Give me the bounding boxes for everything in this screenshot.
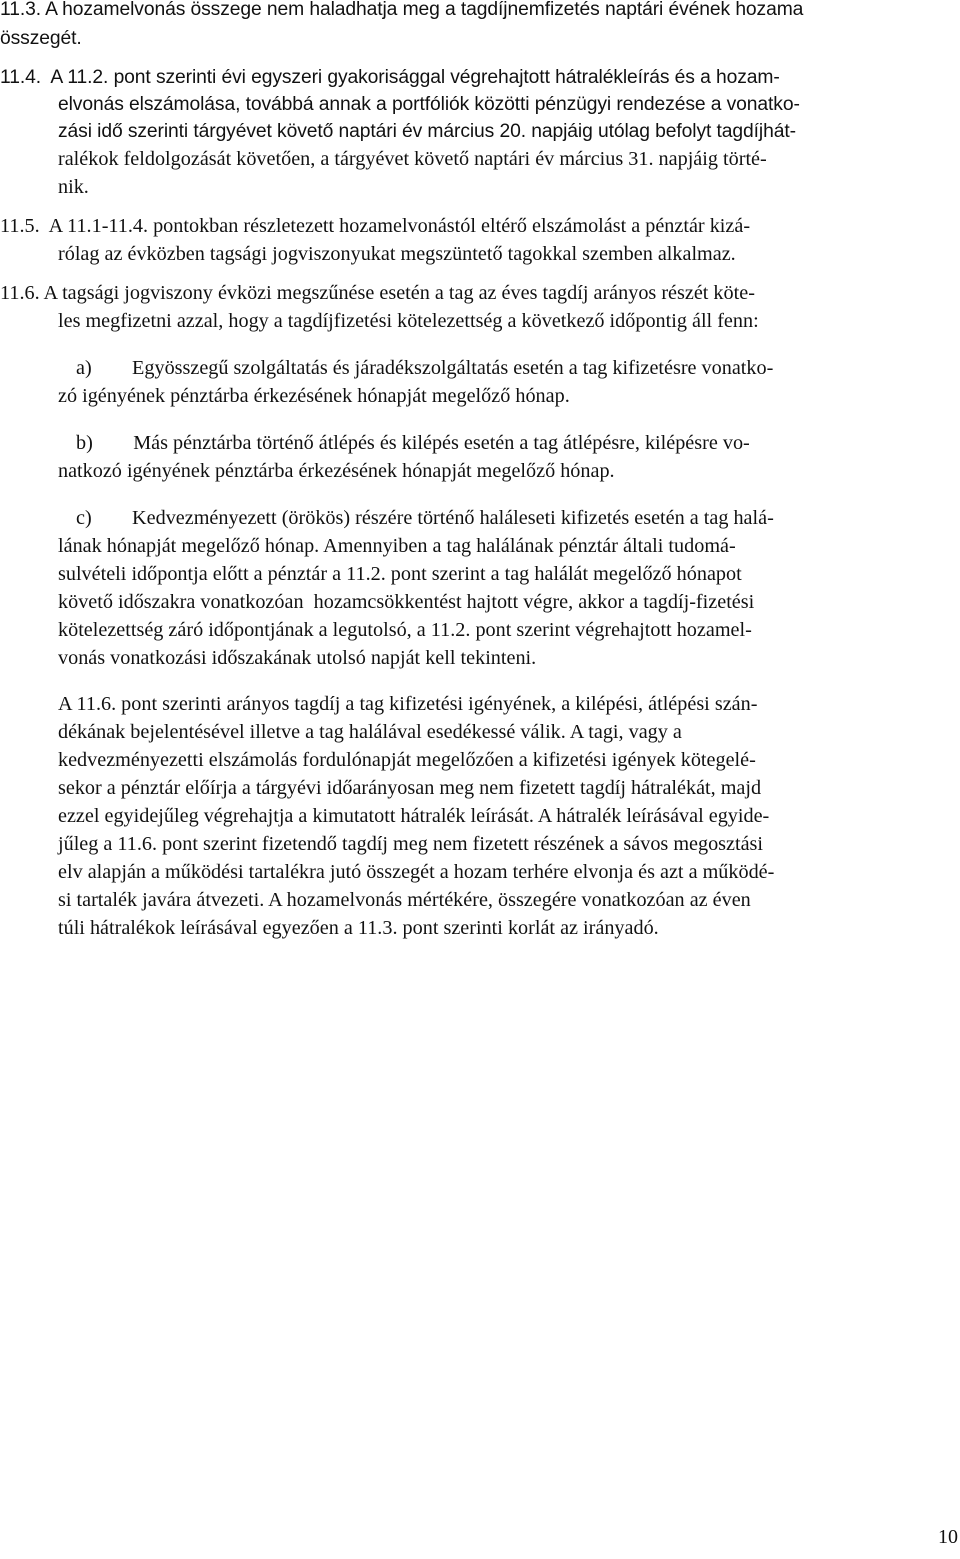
closing-line-3: kedvezményezetti elszámolás fordulónapját megelőzően a kifizetési igények kötegelé-: [58, 749, 756, 771]
page-number: 10: [938, 1526, 958, 1548]
item-c-line-1: c) Kedvezményezett (örökös) részére történő haláleseti kifizetés esetén a tag halá-: [76, 507, 774, 529]
closing-line-8: si tartalék javára átvezeti. A hozamelvonás mértékére, összegére vonatkozóan az éven: [58, 889, 751, 911]
item-b-line-1: b) Más pénztárba történő átlépés és kilépés esetén a tag átlépésre, kilépésre vo-: [76, 432, 750, 454]
section-11-5-line-1: 11.5. A 11.1-11.4. pontokban részletezett hozamelvonástól eltérő elszámolást a pénztár kizá-: [0, 215, 751, 237]
section-11-6-line-1: 11.6. A tagsági jogviszony évközi megszűnése esetén a tag az éves tagdíj arányos részét köte-: [0, 282, 755, 304]
closing-line-2: dékának bejelentésével illetve a tag halálával esedékessé válik. A tagi, vagy a: [58, 721, 682, 743]
item-b-line-2: natkozó igényének pénztárba érkezésének hónapját megelőző hónap.: [58, 460, 615, 482]
closing-line-6: jűleg a 11.6. pont szerint fizetendő tagdíj meg nem fizetett részének a sávos megosztási: [58, 833, 764, 855]
item-a-line-1: a) Egyösszegű szolgáltatás és járadékszolgáltatás esetén a tag kifizetésre vonatko-: [76, 357, 774, 379]
section-11-5-line-2: rólag az évközben tagsági jogviszonyukat megszüntető tagokkal szemben alkalmaz.: [58, 243, 736, 265]
item-c-line-4: követő időszakra vonatkozóan hozamcsökkentést hajtott végre, akkor a tagdíj-fizetési: [58, 591, 755, 613]
closing-line-4: sekor a pénztár előírja a tárgyévi időarányosan meg nem fizetett tagdíj hátralékát, majd: [58, 777, 762, 799]
item-c-line-3: sulvételi időpontja előtt a pénztár a 11.2. pont szerint a tag halálát megelőző hónapot: [58, 563, 742, 585]
item-a-line-2: zó igényének pénztárba érkezésének hónapját megelőző hónap.: [58, 385, 570, 407]
section-11-4-line-5: nik.: [58, 176, 89, 198]
closing-line-1: A 11.6. pont szerinti arányos tagdíj a tag kifizetési igényének, a kilépési, átlépési szán-: [58, 693, 758, 715]
section-11-4-line-1: 11.4. A 11.2. pont szerinti évi egyszeri gyakorisággal végrehajtott hátralékleírás és a hozam-: [0, 67, 780, 88]
item-c-line-6: vonás vonatkozási időszakának utolsó napját kell tekinteni.: [58, 647, 537, 669]
section-11-4-line-3: zási idő szerinti tárgyévet követő naptári év március 20. napjáig utólag befolyt tagdíjhát-: [58, 121, 796, 142]
item-c-line-2: lának hónapját megelőző hónap. Amennyiben a tag halálának pénztár általi tudomá-: [58, 535, 736, 557]
closing-line-7: elv alapján a működési tartalékra jutó összegét a hozam terhére elvonja és azt a működé-: [58, 861, 775, 883]
section-11-3-line-2: összegét.: [0, 28, 82, 49]
section-11-4-line-4: ralékok feldolgozását követően, a tárgyévet követő naptári év március 31. napjáig törté-: [58, 148, 767, 170]
section-11-4-line-2: elvonás elszámolása, továbbá annak a portfóliók közötti pénzügyi rendezése a vonatko-: [58, 94, 800, 115]
section-11-3-line-1: 11.3. A hozamelvonás összege nem haladhatja meg a tagdíjnemfizetés naptári évének hozama: [0, 0, 804, 20]
item-c-line-5: kötelezettség záró időpontjának a legutolsó, a 11.2. pont szerint végrehajtott hozamel-: [58, 619, 752, 641]
closing-line-5: ezzel egyidejűleg végrehajtja a kimutatott hátralék leírását. A hátralék leírásával egyide-: [58, 805, 770, 827]
closing-line-9: túli hátralékok leírásával egyezően a 11.3. pont szerinti korlát az irányadó.: [58, 917, 659, 939]
section-11-6-line-2: les megfizetni azzal, hogy a tagdíjfizetési kötelezettség a következő időpontig áll fenn:: [58, 310, 759, 332]
